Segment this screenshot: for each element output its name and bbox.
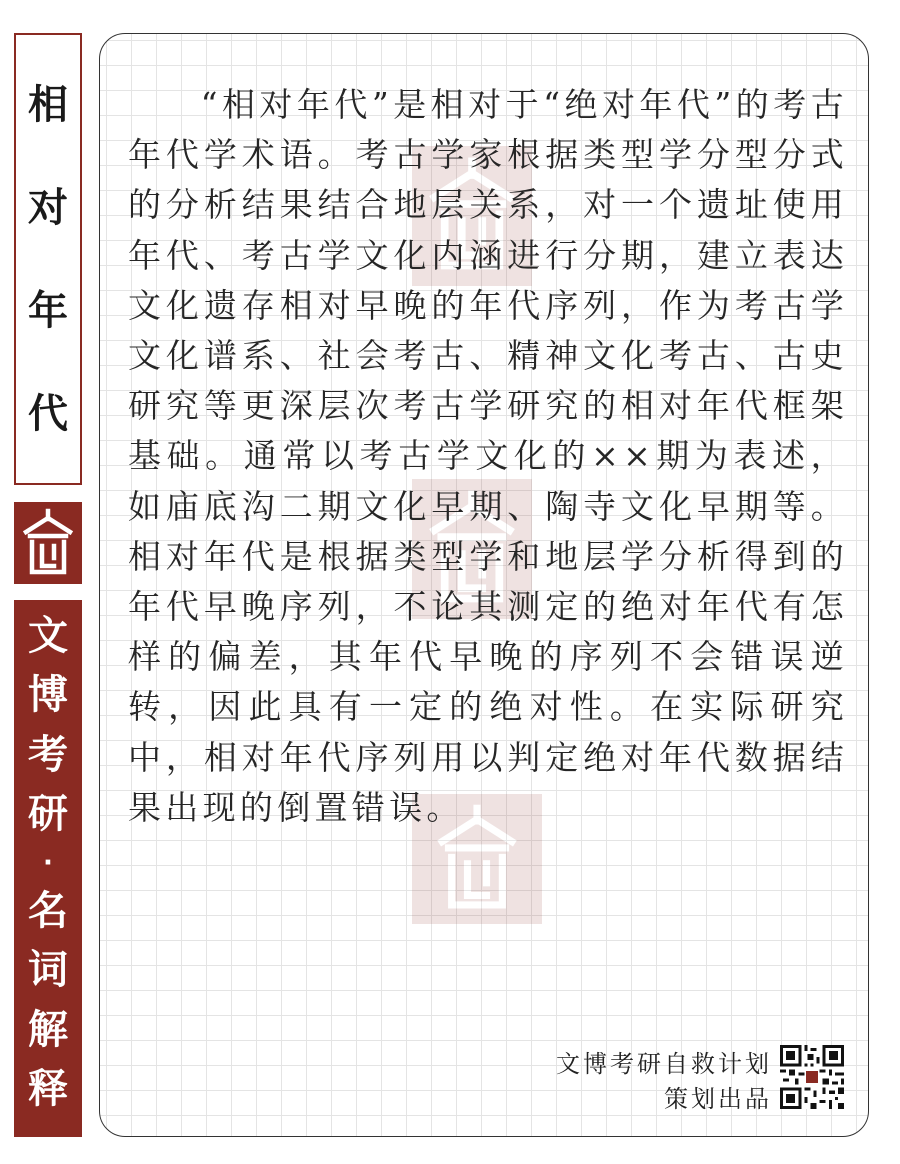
banner-char: 研 xyxy=(28,791,68,838)
banner-char: 考 xyxy=(28,731,68,778)
banner-char: 博 xyxy=(28,672,68,719)
term-title-char: 相 xyxy=(28,81,68,128)
definition-paragraph: “相对年代”是相对于“绝对年代”的考古年代学术语。考古学家根据类型学分型分式的分析结果结合地层关系，对一个遗址使用年代、考古学文化内涵进行分期，建立表达文化遗存相对早晚的年代序列，作为考古学文化谱系、社会考古、精神文化考古、古史研究等更深层次考古学研究的相对年代框架基础。通常以考古学文化的××期为表述，如庙底沟二期文化早期、陶寺文化早期等。相对年代是根据类型学和地层学分析得到的年代早晚序列，不论其测定的绝对年代有怎样的偏差，其年代早晚的序列不会错误逆转，因此具有一定的绝对性。在实际研究中，相对年代序列用以判定绝对年代数据结果出现的倒置错误。 xyxy=(128,85,848,827)
banner-char: 解 xyxy=(28,1006,68,1053)
banner-char: 文 xyxy=(28,613,68,659)
term-title-char: 对 xyxy=(28,184,68,231)
banner-char: 词 xyxy=(28,947,68,994)
banner-char: 名 xyxy=(28,887,68,934)
credit-produced-by: 策划出品 xyxy=(664,1085,772,1113)
term-title-box xyxy=(14,33,82,485)
banner-separator-dot: · xyxy=(43,847,53,878)
qr-code-icon[interactable] xyxy=(780,1045,844,1109)
banner-char: 释 xyxy=(28,1066,68,1112)
series-banner xyxy=(14,600,82,1137)
seal-logo-icon xyxy=(14,502,82,584)
term-title-char: 代 xyxy=(28,390,68,437)
content-panel xyxy=(99,33,869,1137)
credit-author: 文博考研自救计划 xyxy=(556,1050,772,1078)
term-title-char: 年 xyxy=(28,287,68,334)
